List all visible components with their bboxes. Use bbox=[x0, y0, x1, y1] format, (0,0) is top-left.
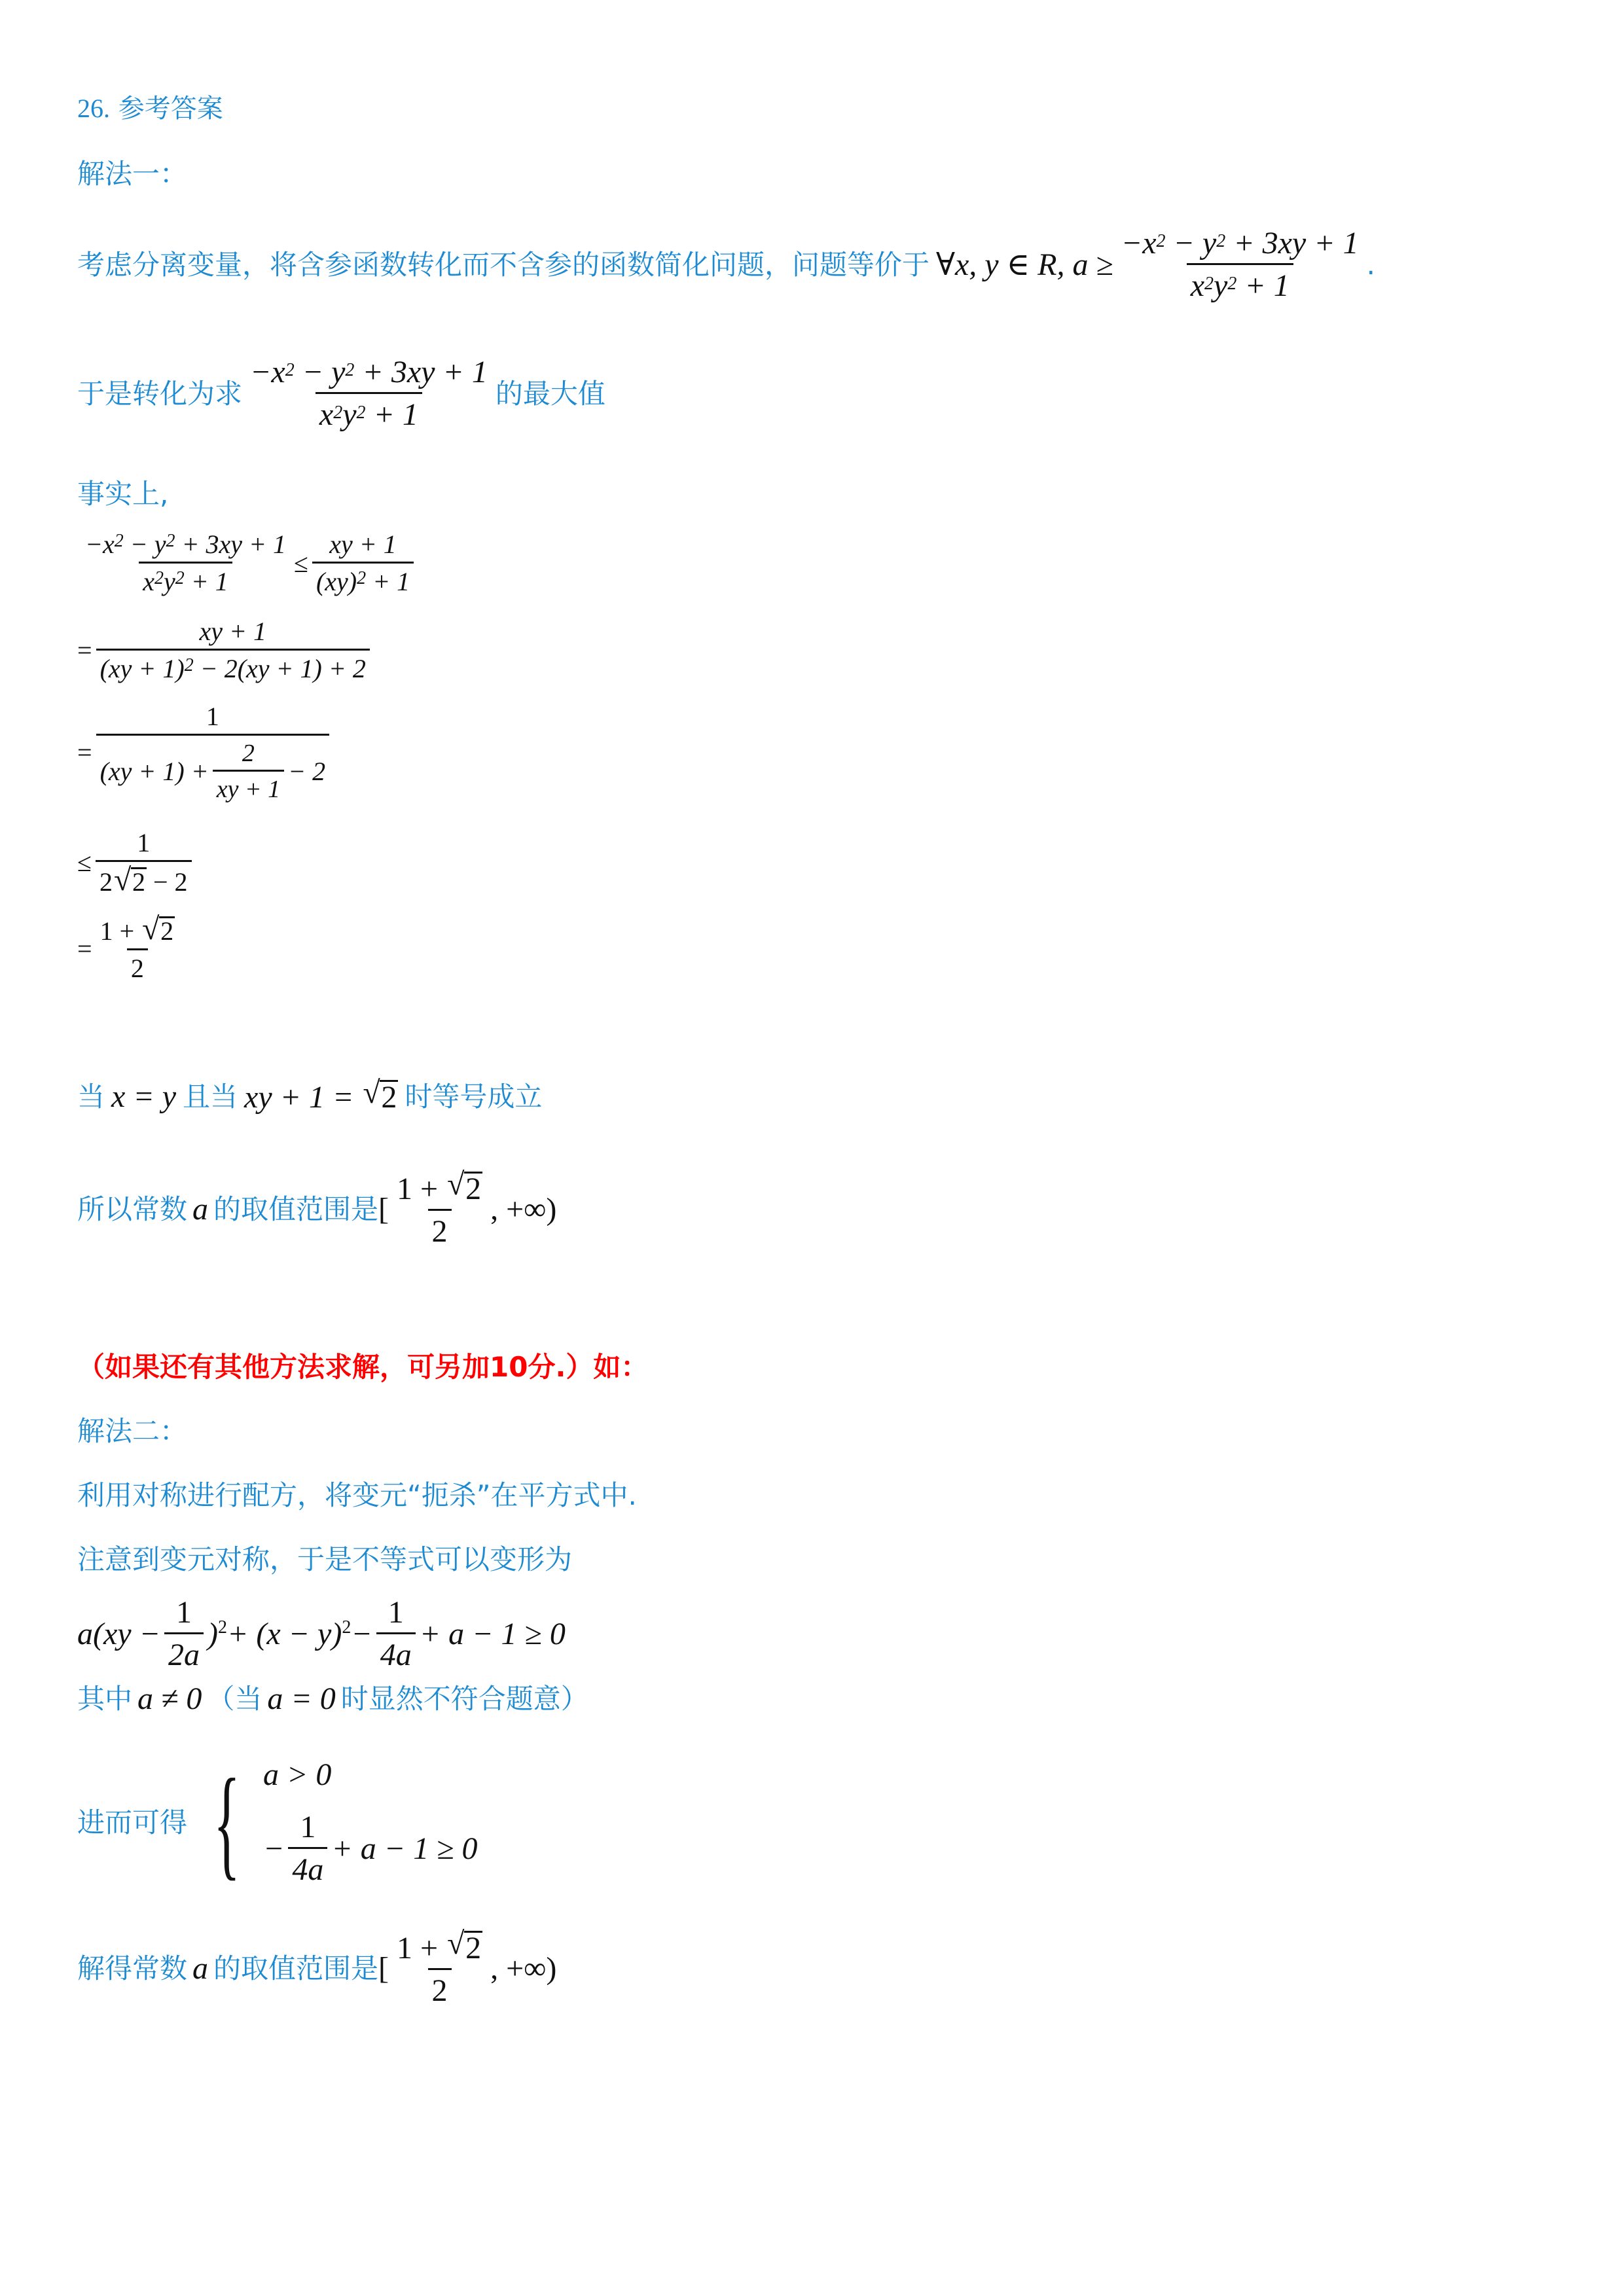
derivation-step-1 bbox=[77, 531, 418, 595]
cond-math: a ≠ 0 bbox=[137, 1681, 202, 1716]
bonus-note: （如果还有其他方法求解，可另加10分.）如： bbox=[77, 1351, 649, 1383]
step2-fraction: $\frac{xy + 1}{(xy + 1)^2 - 2(xy + 1) + 2}$ bbox=[96, 619, 370, 682]
result2-pre: 解得常数 bbox=[77, 1952, 188, 1984]
cond-paren-math: a = 0 bbox=[267, 1681, 336, 1716]
system-equations bbox=[263, 1759, 478, 1886]
cond-paren-pre: （当 bbox=[207, 1683, 262, 1715]
problem-number: 26. bbox=[77, 94, 110, 123]
answer-heading bbox=[77, 96, 223, 122]
result1-mid: 的取值范围是 bbox=[213, 1193, 379, 1225]
result1-pre: 所以常数 bbox=[77, 1193, 188, 1225]
target-fraction-numerator: $-x^2 - y^2 + 3xy + 1$ bbox=[1121, 226, 1359, 260]
method1-result bbox=[77, 1172, 556, 1247]
derivation-step-3 bbox=[77, 704, 333, 802]
method2-system bbox=[77, 1753, 478, 1892]
cond-paren-post: 时显然不符合题意） bbox=[340, 1683, 588, 1715]
result1-range: [ $\frac{1 + √ 2}{2}$ , +∞) bbox=[378, 1172, 556, 1247]
max-fraction bbox=[246, 357, 492, 431]
method2-label: 解法二： bbox=[77, 1415, 188, 1447]
equality-pre: 当 bbox=[77, 1080, 105, 1113]
equality-cond2: xy + 1 = √ 2 bbox=[244, 1080, 398, 1113]
method1-intro-end: . bbox=[1366, 248, 1375, 281]
method2-result bbox=[77, 1931, 556, 2007]
result2-range: [ $\frac{1 + √ 2}{2}$ , +∞) bbox=[378, 1931, 556, 2007]
target-fraction bbox=[1117, 228, 1363, 302]
system-then: 进而可得 bbox=[77, 1806, 188, 1839]
system-brace: { bbox=[213, 1753, 241, 1892]
step1-relation: ≤ bbox=[294, 548, 308, 578]
max-fraction-denominator: $x^2y^2 + 1$ bbox=[316, 392, 422, 431]
cond-pre: 其中 bbox=[77, 1683, 133, 1715]
heading-title: 参考答案 bbox=[118, 94, 223, 124]
equality-post: 时等号成立 bbox=[405, 1080, 543, 1113]
step1-bound-fraction: $\frac{xy + 1}{(xy)^2 + 1}$ bbox=[312, 531, 414, 595]
system-eq-1: a > 0 bbox=[263, 1757, 332, 1792]
step2-op: = bbox=[77, 635, 92, 665]
system-eq-2: − $\frac{1}{4a}$ + a − 1 ≥ 0 bbox=[263, 1810, 478, 1887]
result2-mid: 的取值范围是 bbox=[213, 1952, 379, 1984]
method2-line2: 注意到变元对称，于是不等式可以变形为 bbox=[77, 1543, 573, 1575]
method2-line1: 利用对称进行配方，将变元“扼杀”在平方式中. bbox=[77, 1479, 637, 1511]
method1-label: 解法一： bbox=[77, 158, 188, 190]
method1-intro-quantifier: ∀x, y ∈ R, a ≥ bbox=[936, 247, 1113, 282]
equality-cond1: x = y bbox=[111, 1079, 177, 1114]
result2-var: a bbox=[192, 1951, 209, 1986]
fact-label: 事实上, bbox=[77, 478, 169, 510]
step5-op: = bbox=[77, 934, 92, 963]
derivation-step-4 bbox=[77, 830, 196, 895]
step4-op: ≤ bbox=[77, 848, 92, 877]
method1-convert bbox=[77, 357, 605, 431]
step5-fraction: $\frac{1 + √ 2}{2}$ bbox=[96, 916, 179, 982]
max-fraction-numerator: $-x^2 - y^2 + 3xy + 1$ bbox=[250, 355, 488, 389]
method1-intro bbox=[77, 228, 1375, 302]
result1-var: a bbox=[192, 1192, 209, 1227]
convert-post: 的最大值 bbox=[495, 377, 605, 410]
step3-fraction: 1 (xy + 1) + $\frac{2}{xy + 1}$ − 2 bbox=[96, 704, 330, 802]
convert-pre: 于是转化为求 bbox=[77, 377, 243, 410]
equality-condition bbox=[77, 1080, 542, 1113]
target-fraction-denominator: $x^2y^2 + 1$ bbox=[1187, 263, 1293, 302]
step1-fraction: $\frac{-x^2 - y^2 + 3xy + 1}{x^2y^2 + 1}$ bbox=[85, 529, 286, 596]
method2-inequality: a(xy − $\frac{1}{2a}$ ) $^2$ + (x − y) $^2$ − $\frac{1}{4a}$ + a − 1 ≥ 0 bbox=[77, 1595, 566, 1672]
step4-fraction: $\frac{1}{2√ 2 - 2}$ bbox=[96, 830, 192, 895]
method2-condition bbox=[77, 1683, 588, 1715]
derivation-step-2 bbox=[77, 619, 374, 682]
method1-intro-text: 考虑分离变量，将含参函数转化而不含参的函数简化问题，问题等价于 bbox=[77, 248, 930, 281]
derivation-step-5 bbox=[77, 916, 183, 982]
step3-op: = bbox=[77, 738, 92, 767]
equality-mid: 且当 bbox=[183, 1080, 238, 1113]
